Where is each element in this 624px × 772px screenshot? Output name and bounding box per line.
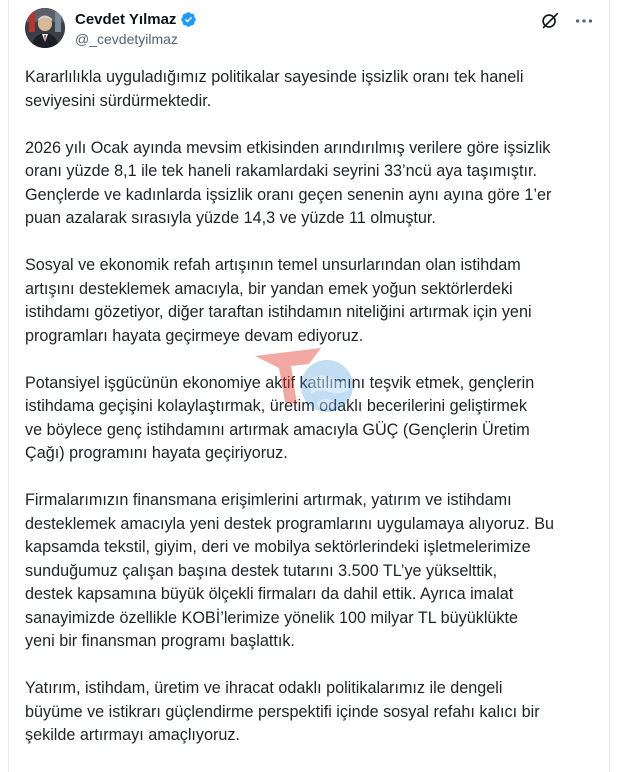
tweet-paragraph-3: Sosyal ve ekonomik refah artışının temel unsurlarından olan istihdam artışını desteklemek amacıyla, bir yandan emek yoğun sektörlerdeki istihdamı gözetiyor, diğer taraftan istihdamın niteliğini artırmak için yeni programları hayata geçirmeye devam ediyoruz. [25, 256, 532, 345]
tweet-paragraph-5: Firmalarımızın finansmana erişimlerini artırmak, yatırım ve istihdamı desteklemek amacıyla yeni destek programlarını uygulamaya alıyoruz. Bu kapsamda tekstil, giyim, deri ve mobilya sektörlerindeki işletmelerimize sunduğumuz çalışan başına destek tutarını 3.500 TL’ye yükselttik, destek kapsamına büyük ölçekli firmaları da dahil ettik. Ayrıca imalat sanayimizde özellikle KOBİ’lerimize yönelik 100 milyar TL büyüklükte yeni bir finansman programı başlattık. [25, 491, 555, 650]
tweet-card [8, 0, 610, 772]
tweet-header [25, 8, 595, 54]
verified-badge-icon [180, 11, 197, 28]
tweet-text [25, 66, 603, 771]
tweet-paragraph-2: 2026 yılı Ocak ayında mevsim etkisinden arındırılmış verilere göre işsizlik oranı yüzde 8,1 ile tek haneli rakamlardaki seyrini 33’ncü aya taşımıştır. Gençlerde ve kadınlarda işsizlik oranı geçen senenin aynı ayına göre 1’er puan azalarak sırasıyla yüzde 14,3 ve yüzde 11 olmuştur. [25, 138, 552, 227]
author-block [75, 9, 197, 47]
header-actions [527, 10, 595, 32]
tweet-paragraph-1: Kararlılıkla uyguladığımız politikalar sayesinde işsizlik oranı tek haneli seviyesini sürdürmektedir. [25, 68, 524, 110]
more-horizontal-icon[interactable] [573, 10, 595, 32]
author-display-name[interactable]: Cevdet Yılmaz [75, 10, 177, 28]
tweet-paragraph-6: Yatırım, istihdam, üretim ve ihracat odaklı politikalarımız ile dengeli büyüme ve istikrarı güçlendirme perspektifi içinde sosyal refahı kalıcı bir şekilde artırmayı amaçlıyoruz. [25, 679, 540, 744]
profile-photo-icon [25, 8, 65, 48]
tweet-paragraph-4: Potansiyel işgücünün ekonomiye aktif katılımını teşvik etmek, gençlerin istihdama geçişini kolaylaştırmak, üretim odaklı becerilerini geliştirmek ve böylece genç istihdamını artırmak amacıyla GÜÇ (Gençlerin Üretim Çağı) programını hayata geçiriyoruz. [25, 373, 535, 462]
grok-icon[interactable] [539, 10, 561, 32]
avatar[interactable] [25, 8, 65, 48]
author-handle[interactable]: @_cevdetyilmaz [75, 31, 178, 47]
